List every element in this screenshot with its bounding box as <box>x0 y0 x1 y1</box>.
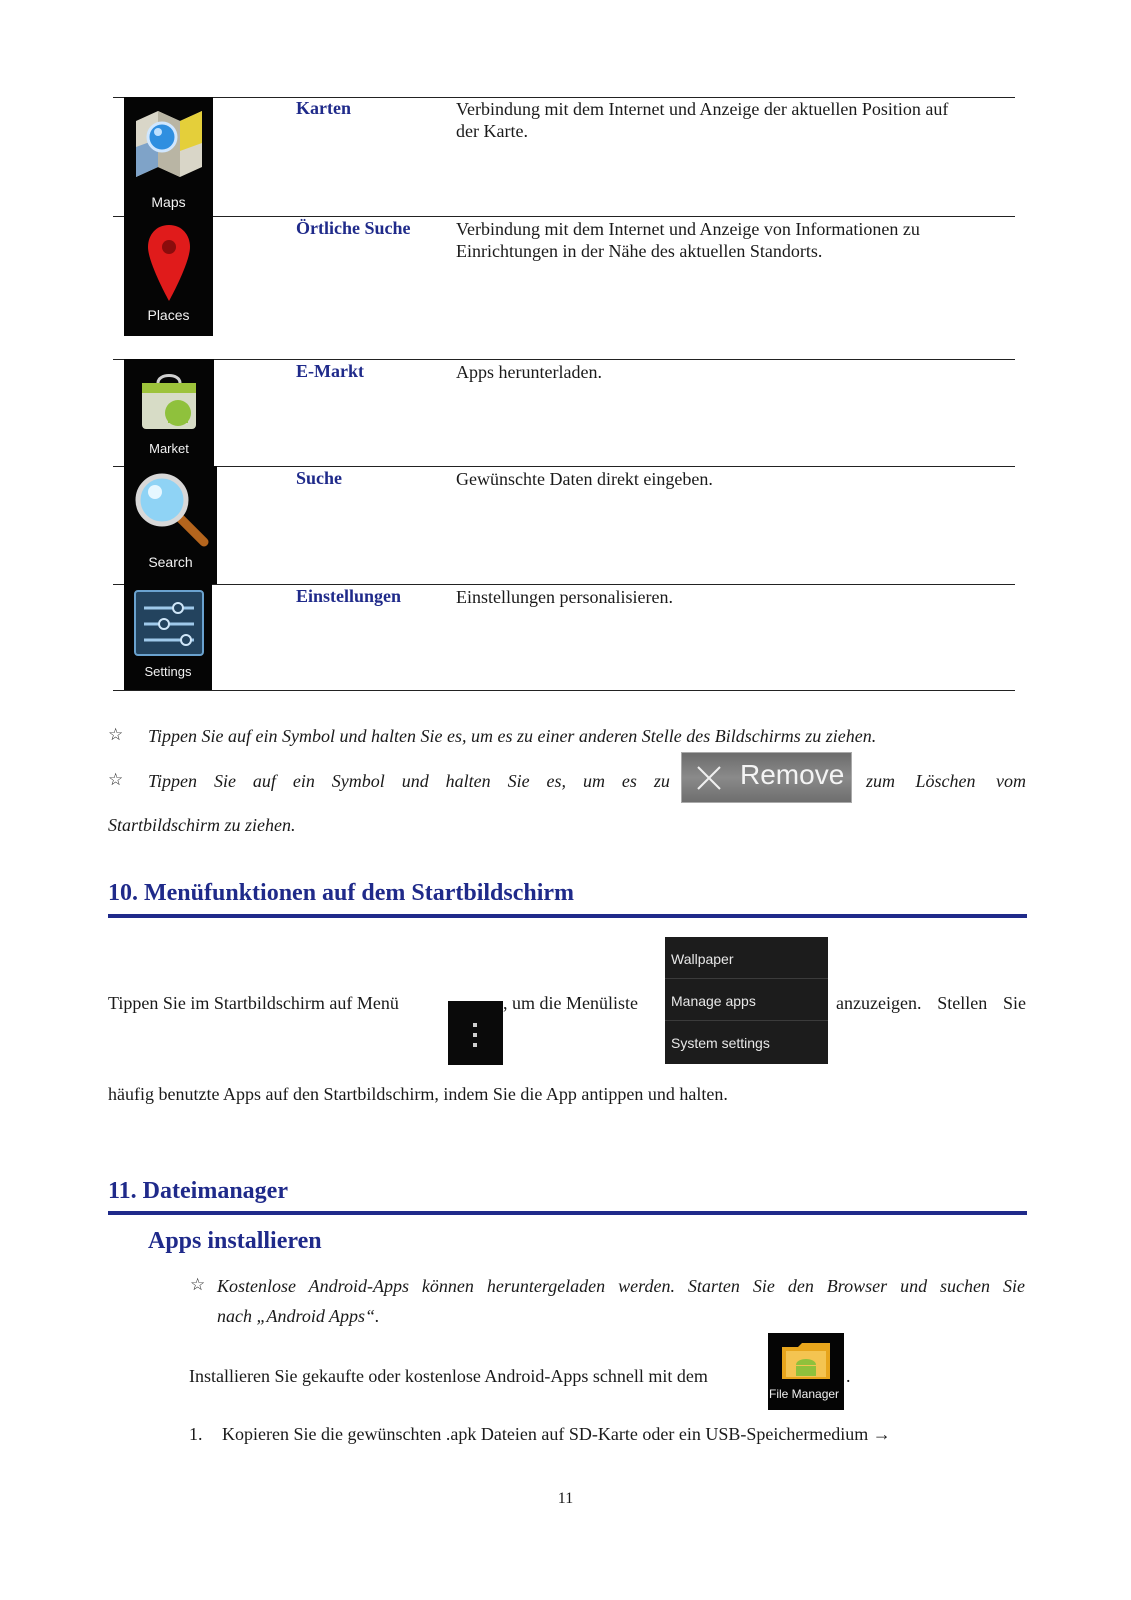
maps-icon <box>132 107 206 181</box>
close-icon <box>694 763 724 793</box>
tip-remove-text-line2: Startbildschirm zu ziehen. <box>108 815 296 835</box>
section-10-text-part3: anzuzeigen. Stellen Sie <box>836 993 1026 1013</box>
row-name-suche: Suche <box>296 468 343 488</box>
section-10-heading: 10. Menüfunktionen auf dem Startbildschirm <box>108 880 575 906</box>
heading-rule <box>108 914 1027 918</box>
remove-target-image <box>681 752 852 803</box>
row-name-karten: Karten <box>296 98 351 118</box>
places-icon-label: Places <box>147 307 190 323</box>
section-10-text-part1: Tippen Sie im Startbildschirm auf Menü <box>108 993 399 1013</box>
places-pin-icon <box>146 223 192 303</box>
section-10-text-part2: , um die Menüliste <box>503 993 638 1013</box>
tip-remove-text-part1: Tippen Sie auf ein Symbol und halten Sie es, um es zu <box>148 771 670 791</box>
maps-icon-label: Maps <box>151 194 186 210</box>
settings-sliders-icon <box>134 590 204 656</box>
menu-item-manage-apps: Manage apps <box>665 981 828 1021</box>
row-desc-oertliche-suche: Verbindung mit dem Internet und Anzeige von Informationen zu Einrichtungen in der Nähe des aktuellen Standorts. <box>456 219 920 261</box>
maps-places-icon-panel <box>124 97 213 336</box>
star-bullet-icon: ☆ <box>108 770 124 790</box>
row-name-oertliche-suche: Örtliche Suche <box>296 218 411 238</box>
menu-key-image <box>448 1001 503 1065</box>
section-10-text-line2: häufig benutzte Apps auf den Startbildschirm, indem Sie die App antippen und halten. <box>108 1084 728 1104</box>
table-rule <box>113 216 1015 217</box>
tip-remove-text-part2: zum Löschen vom <box>866 771 1026 791</box>
search-icon-label: Search <box>148 554 193 570</box>
install-text: Installieren Sie gekaufte oder kostenlose Android-Apps schnell mit dem <box>189 1366 708 1386</box>
remove-label: Remove <box>740 759 845 790</box>
tip-drag-symbol: Tippen Sie auf ein Symbol und halten Sie es, um es zu einer anderen Stelle des Bildschirms zu ziehen. <box>148 726 877 746</box>
menu-item-system-settings: System settings <box>671 1035 770 1051</box>
search-magnifier-icon <box>134 472 210 548</box>
section-11-heading: 11. Dateimanager <box>108 1178 288 1204</box>
settings-icon-panel <box>124 584 212 690</box>
row-name-e-markt: E-Markt <box>296 361 364 381</box>
file-manager-icon-image <box>768 1333 844 1410</box>
row-desc-einstellungen: Einstellungen personalisieren. <box>456 587 673 607</box>
row-desc-suche: Gewünschte Daten direkt eingeben. <box>456 469 713 489</box>
tip-android-apps-line2: nach „Android Apps“. <box>217 1306 380 1326</box>
file-manager-label: File Manager <box>769 1387 840 1401</box>
row-desc-karten: Verbindung mit dem Internet und Anzeige der aktuellen Position auf der Karte. <box>456 99 949 141</box>
heading-rule <box>108 1211 1027 1215</box>
table-rule <box>113 690 1015 691</box>
settings-icon-label: Settings <box>144 664 192 679</box>
overflow-menu-icon <box>470 1021 480 1049</box>
market-icon-panel <box>124 359 214 466</box>
install-text-end: . <box>846 1366 851 1386</box>
menu-item-wallpaper: Wallpaper <box>665 939 828 979</box>
step-number: 1. <box>189 1424 203 1444</box>
folder-android-icon <box>780 1339 832 1381</box>
tip-android-apps-line1: Kostenlose Android-Apps können heruntergeladen werden. Starten Sie den Browser und suchen Sie <box>217 1276 1025 1296</box>
table-rule <box>113 466 1015 467</box>
search-icon-panel <box>124 466 217 584</box>
step-text: Kopieren Sie die gewünschten .apk Dateien auf SD-Karte oder ein USB-Speichermedium → <box>222 1424 891 1444</box>
market-icon-label: Market <box>149 441 189 456</box>
star-bullet-icon: ☆ <box>108 725 124 745</box>
row-name-einstellungen: Einstellungen <box>296 586 402 606</box>
market-bag-icon <box>138 367 200 431</box>
star-bullet-icon: ☆ <box>190 1275 206 1295</box>
subsection-heading: Apps installieren <box>148 1228 322 1254</box>
page-number: 11 <box>557 1490 574 1507</box>
table-rule <box>113 584 1015 585</box>
menu-list-image <box>665 937 828 1064</box>
row-desc-e-markt: Apps herunterladen. <box>456 362 602 382</box>
table-rule <box>113 359 1015 360</box>
